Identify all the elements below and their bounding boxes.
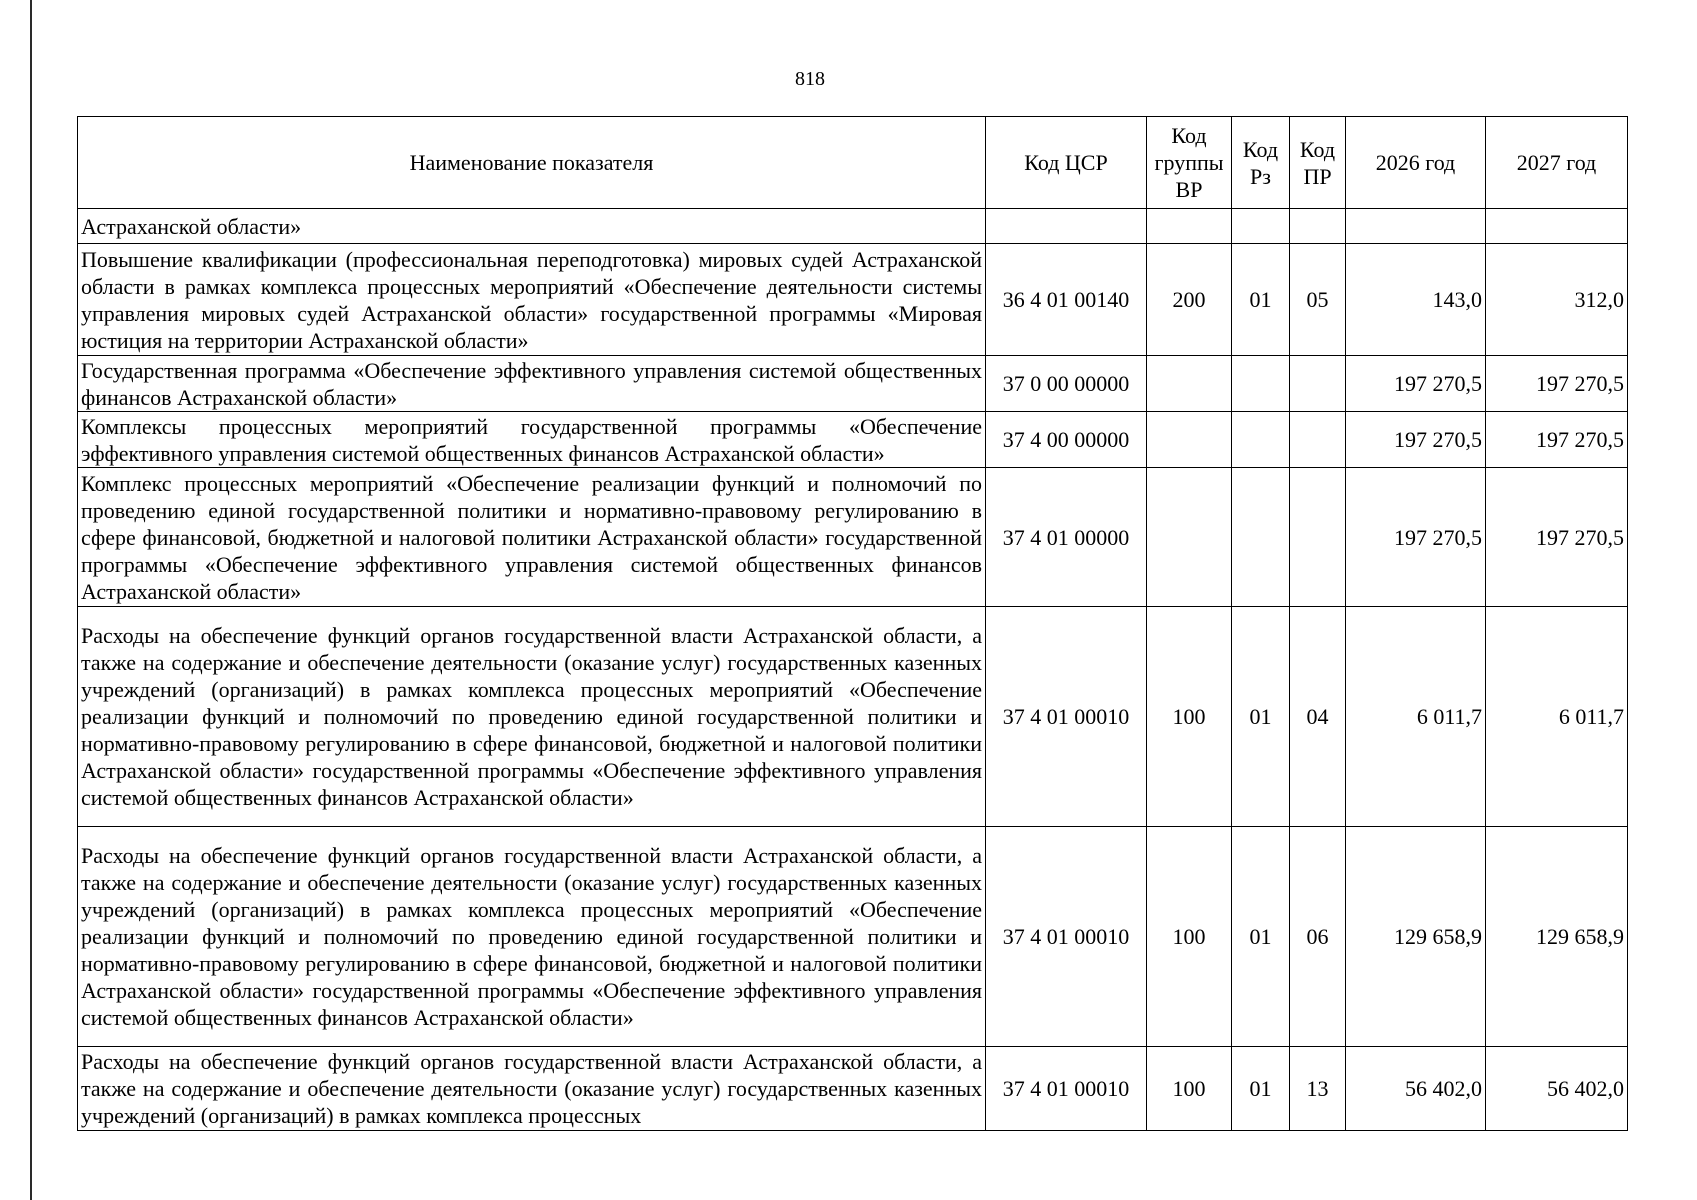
row-csr: 37 4 01 00010 <box>986 1047 1147 1131</box>
table-header-row <box>78 117 1628 209</box>
row-vr: 100 <box>1147 607 1232 827</box>
header-rz: Код Рз <box>1232 117 1290 209</box>
row-pr <box>1290 468 1346 607</box>
row-name: Астраханской области» <box>78 209 986 244</box>
scan-edge-line <box>30 0 32 1200</box>
row-name: Государственная программа «Обеспечение эффективного управления системой общественных финансов Астраханской области» <box>78 356 986 412</box>
row-rz <box>1232 468 1290 607</box>
row-csr: 37 4 01 00010 <box>986 607 1147 827</box>
row-vr: 100 <box>1147 827 1232 1047</box>
header-2026: 2026 год <box>1346 117 1486 209</box>
budget-table <box>77 116 1628 1131</box>
row-2026 <box>1346 209 1486 244</box>
table-row <box>78 827 1628 1047</box>
row-pr: 06 <box>1290 827 1346 1047</box>
table-row <box>78 244 1628 356</box>
row-2026: 197 270,5 <box>1346 412 1486 468</box>
row-2027: 129 658,9 <box>1486 827 1628 1047</box>
row-rz: 01 <box>1232 1047 1290 1131</box>
row-pr <box>1290 412 1346 468</box>
row-2026: 6 011,7 <box>1346 607 1486 827</box>
table-row <box>78 468 1628 607</box>
header-pr: Код ПР <box>1290 117 1346 209</box>
row-csr: 37 4 00 00000 <box>986 412 1147 468</box>
header-2027: 2027 год <box>1486 117 1628 209</box>
row-vr: 200 <box>1147 244 1232 356</box>
header-vr: Код группы ВР <box>1147 117 1232 209</box>
row-vr <box>1147 468 1232 607</box>
row-name: Комплексы процессных мероприятий государственной программы «Обеспечение эффективного управления системой общественных финансов Астраханской области» <box>78 412 986 468</box>
row-name: Расходы на обеспечение функций органов государственной власти Астраханской области, а также на содержание и обеспечение деятельности (оказание услуг) государственных казенных учреждений (организаций) в рамках комплекса процессных <box>78 1047 986 1131</box>
row-vr: 100 <box>1147 1047 1232 1131</box>
row-2027: 312,0 <box>1486 244 1628 356</box>
row-2027: 6 011,7 <box>1486 607 1628 827</box>
row-rz <box>1232 209 1290 244</box>
table-row <box>78 607 1628 827</box>
row-2027: 197 270,5 <box>1486 468 1628 607</box>
table-row <box>78 209 1628 244</box>
row-pr <box>1290 209 1346 244</box>
row-2026: 56 402,0 <box>1346 1047 1486 1131</box>
row-pr: 13 <box>1290 1047 1346 1131</box>
row-2027 <box>1486 209 1628 244</box>
row-csr: 37 4 01 00010 <box>986 827 1147 1047</box>
page-number: 818 <box>795 68 825 90</box>
row-csr: 36 4 01 00140 <box>986 244 1147 356</box>
row-csr <box>986 209 1147 244</box>
row-csr: 37 0 00 00000 <box>986 356 1147 412</box>
row-rz: 01 <box>1232 827 1290 1047</box>
table-row <box>78 412 1628 468</box>
row-pr <box>1290 356 1346 412</box>
row-vr <box>1147 356 1232 412</box>
row-rz <box>1232 356 1290 412</box>
row-2026: 143,0 <box>1346 244 1486 356</box>
row-rz <box>1232 412 1290 468</box>
row-2027: 197 270,5 <box>1486 412 1628 468</box>
row-2026: 197 270,5 <box>1346 468 1486 607</box>
header-csr: Код ЦСР <box>986 117 1147 209</box>
row-2027: 56 402,0 <box>1486 1047 1628 1131</box>
row-vr <box>1147 209 1232 244</box>
table-row <box>78 356 1628 412</box>
table-row <box>78 1047 1628 1131</box>
row-pr: 04 <box>1290 607 1346 827</box>
row-pr: 05 <box>1290 244 1346 356</box>
row-csr: 37 4 01 00000 <box>986 468 1147 607</box>
row-2026: 197 270,5 <box>1346 356 1486 412</box>
row-name: Расходы на обеспечение функций органов государственной власти Астраханской области, а также на содержание и обеспечение деятельности (оказание услуг) государственных казенных учреждений (организаций) в рамках комплекса процессных мероприятий «Обеспечение реализации функций и полномочий по проведению единой государственной политики и нормативно-правовому регулированию в сфере финансовой, бюджетной и налоговой политики Астраханской области» государственной программы «Обеспечение эффективного управления системой общественных финансов Астраханской области» <box>78 827 986 1047</box>
row-2026: 129 658,9 <box>1346 827 1486 1047</box>
header-name: Наименование показателя <box>78 117 986 209</box>
row-rz: 01 <box>1232 244 1290 356</box>
row-rz: 01 <box>1232 607 1290 827</box>
row-name: Повышение квалификации (профессиональная переподготовка) мировых судей Астраханской области в рамках комплекса процессных мероприятий «Обеспечение деятельности системы управления мировых судей Астраханской области» государственной программы «Мировая юстиция на территории Астраханской области» <box>78 244 986 356</box>
row-2027: 197 270,5 <box>1486 356 1628 412</box>
row-name: Расходы на обеспечение функций органов государственной власти Астраханской области, а также на содержание и обеспечение деятельности (оказание услуг) государственных казенных учреждений (организаций) в рамках комплекса процессных мероприятий «Обеспечение реализации функций и полномочий по проведению единой государственной политики и нормативно-правовому регулированию в сфере финансовой, бюджетной и налоговой политики Астраханской области» государственной программы «Обеспечение эффективного управления системой общественных финансов Астраханской области» <box>78 607 986 827</box>
row-name: Комплекс процессных мероприятий «Обеспечение реализации функций и полномочий по проведению единой государственной политики и нормативно-правовому регулированию в сфере финансовой, бюджетной и налоговой политики Астраханской области» государственной программы «Обеспечение эффективного управления системой общественных финансов Астраханской области» <box>78 468 986 607</box>
row-vr <box>1147 412 1232 468</box>
